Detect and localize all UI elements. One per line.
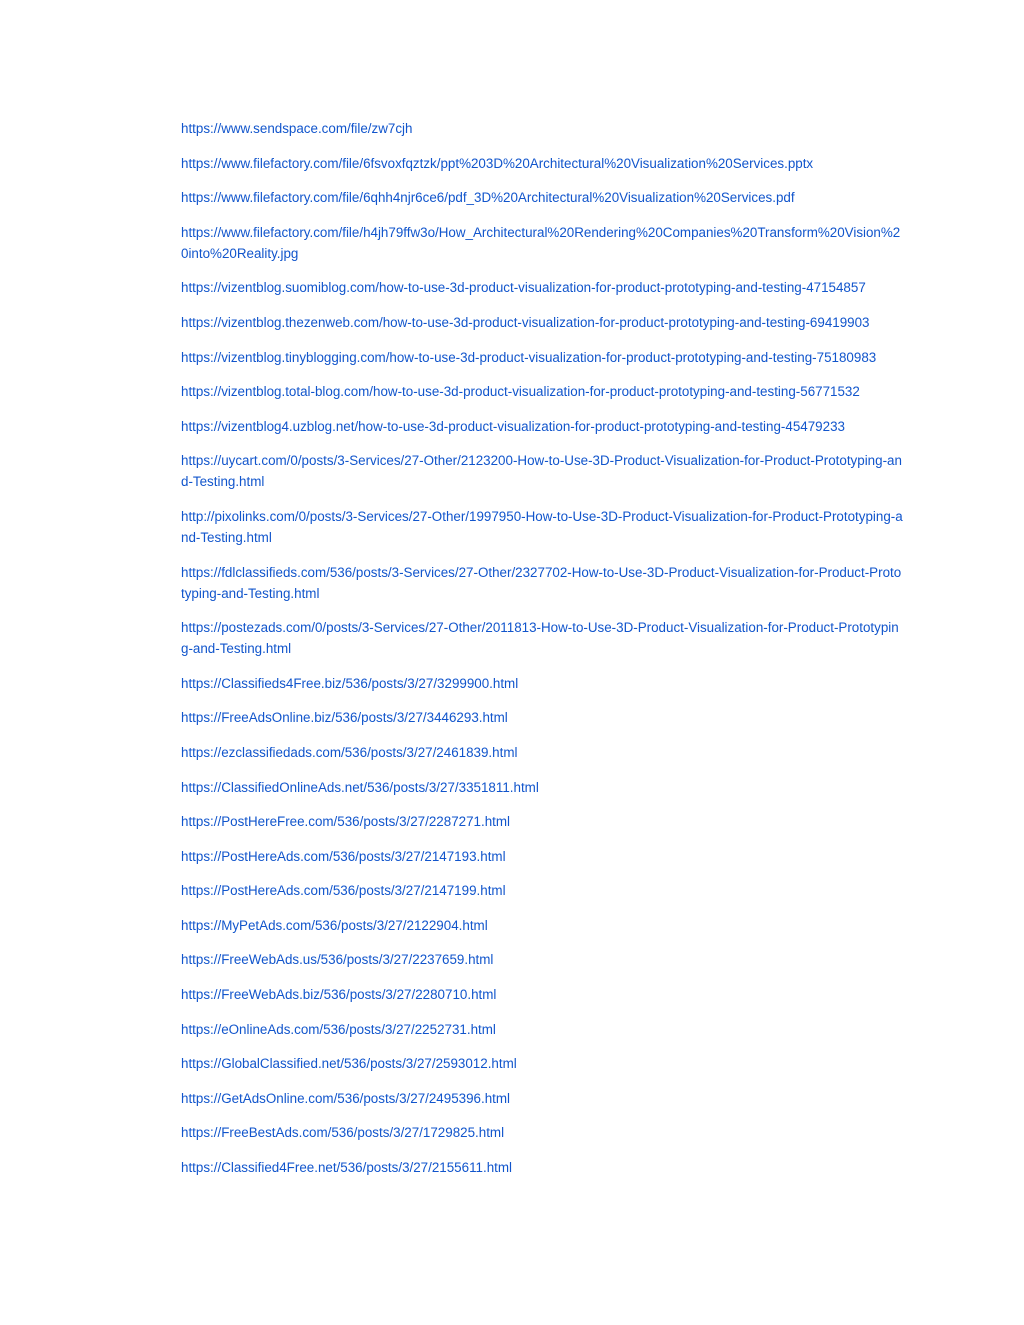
link-filefactory-jpg[interactable]: https://www.filefactory.com/file/h4jh79ffw3o/How_Architectural%20Rendering%20Companies%20Transform%20Vision%20into%20Reality.jpg	[181, 224, 901, 261]
list-item	[181, 617, 903, 659]
link-eonlineads[interactable]: https://eOnlineAds.com/536/posts/3/27/2252731.html	[181, 1021, 496, 1037]
link-postheread-2[interactable]: https://PostHereAds.com/536/posts/3/27/2147199.html	[181, 883, 506, 899]
link-freeadsonline[interactable]: https://FreeAdsOnline.biz/536/posts/3/27/3446293.html	[181, 710, 508, 726]
list-item	[181, 1122, 903, 1143]
list-item	[181, 880, 903, 901]
link-thezenweb[interactable]: https://vizentblog.thezenweb.com/how-to-use-3d-product-visualization-for-product-prototyping-and-testing-69419903	[181, 314, 870, 330]
list-item	[181, 347, 903, 368]
link-postherefree[interactable]: https://PostHereFree.com/536/posts/3/27/2287271.html	[181, 814, 510, 830]
link-total-blog[interactable]: https://vizentblog.total-blog.com/how-to-use-3d-product-visualization-for-product-prototyping-and-testing-56771532	[181, 384, 860, 400]
link-freewebads-biz[interactable]: https://FreeWebAds.biz/536/posts/3/27/2280710.html	[181, 987, 497, 1003]
link-globalclassified[interactable]: https://GlobalClassified.net/536/posts/3/27/2593012.html	[181, 1056, 517, 1072]
link-getadsonline[interactable]: https://GetAdsOnline.com/536/posts/3/27/2495396.html	[181, 1090, 511, 1106]
link-sendspace[interactable]: https://www.sendspace.com/file/zw7cjh	[181, 121, 413, 136]
list-item	[181, 673, 903, 694]
link-list	[181, 118, 903, 1192]
link-uzblog[interactable]: https://vizentblog4.uzblog.net/how-to-use-3d-product-visualization-for-product-prototyping-and-testing-45479233	[181, 418, 845, 434]
list-item	[181, 506, 903, 548]
list-item	[181, 381, 903, 402]
list-item	[181, 416, 903, 437]
list-item	[181, 1053, 903, 1074]
list-item	[181, 846, 903, 867]
link-tinyblogging[interactable]: https://vizentblog.tinyblogging.com/how-to-use-3d-product-visualization-for-product-prototyping-and-testing-75180983	[181, 349, 877, 365]
link-mypetads[interactable]: https://MyPetAds.com/536/posts/3/27/2122904.html	[181, 917, 488, 933]
list-item	[181, 811, 903, 832]
list-item	[181, 153, 903, 174]
link-freebestads[interactable]: https://FreeBestAds.com/536/posts/3/27/1729825.html	[181, 1125, 505, 1141]
list-item	[181, 450, 903, 492]
list-item	[181, 118, 903, 139]
list-item	[181, 277, 903, 298]
link-classified4free[interactable]: https://Classified4Free.net/536/posts/3/27/2155611.html	[181, 1160, 512, 1176]
link-suomiblog[interactable]: https://vizentblog.suomiblog.com/how-to-use-3d-product-visualization-for-product-prototyping-and-testing-47154857	[181, 280, 866, 296]
list-item	[181, 777, 903, 798]
list-item	[181, 1019, 903, 1040]
list-item	[181, 222, 903, 264]
list-item	[181, 1157, 903, 1178]
list-item	[181, 742, 903, 763]
link-classifieds4free[interactable]: https://Classifieds4Free.biz/536/posts/3/27/3299900.html	[181, 675, 519, 691]
link-classifiedonlineads[interactable]: https://ClassifiedOnlineAds.net/536/posts/3/27/3351811.html	[181, 779, 539, 795]
list-item	[181, 984, 903, 1005]
link-postheread-1[interactable]: https://PostHereAds.com/536/posts/3/27/2147193.html	[181, 848, 506, 864]
link-filefactory-pptx[interactable]: https://www.filefactory.com/file/6fsvoxfqztzk/ppt%203D%20Architectural%20Visualization%20Services.pptx	[181, 155, 814, 171]
list-item	[181, 187, 903, 208]
link-uycart[interactable]: https://uycart.com/0/posts/3-Services/27-Other/2123200-How-to-Use-3D-Product-Visualization-for-Product-Prototyping-and-Testing.html	[181, 453, 902, 490]
link-fdlclassifieds[interactable]: https://fdlclassifieds.com/536/posts/3-Services/27-Other/2327702-How-to-Use-3D-Product-Visualization-for-Product-Prototyping-and-Testing.html	[181, 564, 902, 601]
list-item	[181, 949, 903, 970]
list-item	[181, 707, 903, 728]
link-filefactory-pdf[interactable]: https://www.filefactory.com/file/6qhh4njr6ce6/pdf_3D%20Architectural%20Visualization%20Services.pdf	[181, 190, 795, 206]
link-postezads[interactable]: https://postezads.com/0/posts/3-Services/27-Other/2011813-How-to-Use-3D-Product-Visualization-for-Product-Prototyping-and-Testing.html	[181, 620, 899, 657]
link-pixolinks[interactable]: http://pixolinks.com/0/posts/3-Services/27-Other/1997950-How-to-Use-3D-Product-Visualization-for-Product-Prototyping-and-Testing.html	[181, 508, 903, 545]
list-item	[181, 312, 903, 333]
list-item	[181, 1088, 903, 1109]
list-item	[181, 915, 903, 936]
link-freewebads-us[interactable]: https://FreeWebAds.us/536/posts/3/27/2237659.html	[181, 952, 494, 968]
list-item	[181, 562, 903, 604]
link-ezclassifiedads[interactable]: https://ezclassifiedads.com/536/posts/3/27/2461839.html	[181, 744, 518, 760]
